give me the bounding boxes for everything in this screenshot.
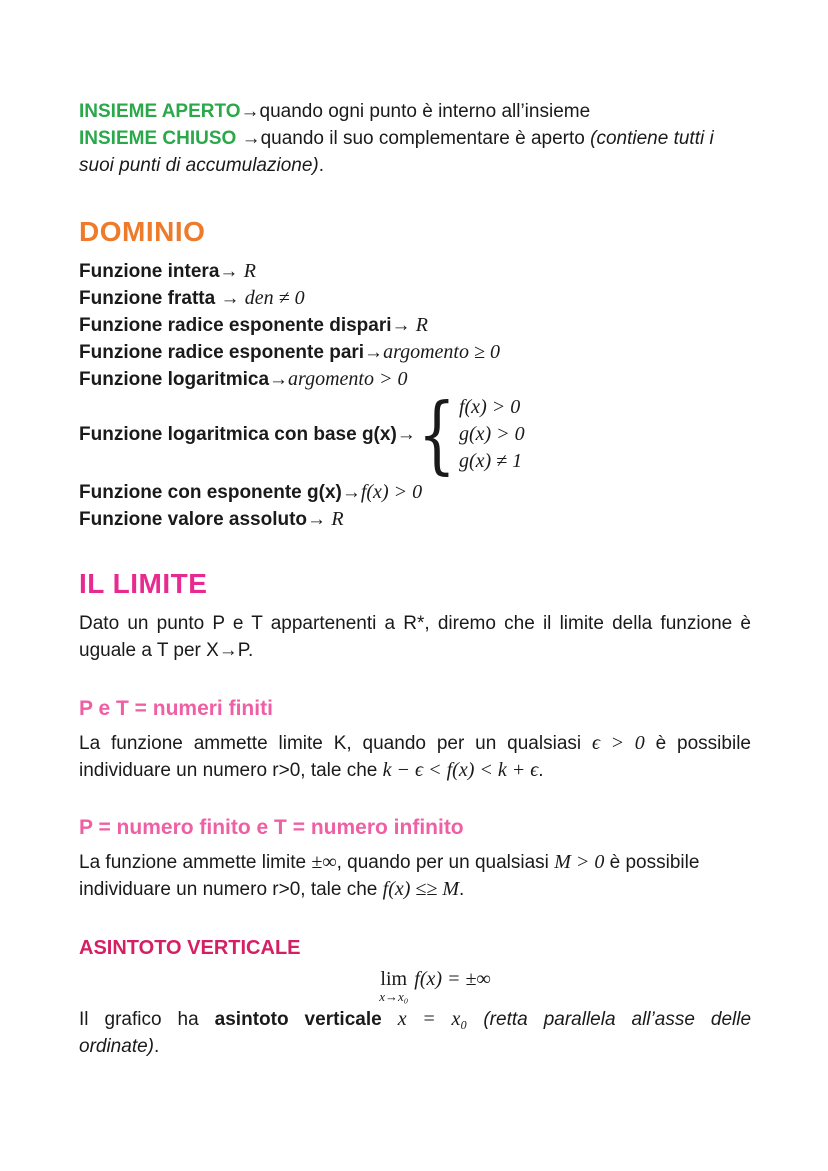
text: è possibile individuare un numero r>0, tale che — [79, 852, 700, 900]
math-inline: f(x) ≤≥ M — [382, 878, 460, 900]
case-title-finite: P e T = numeri finiti — [79, 697, 273, 720]
limit-formula — [99, 968, 771, 1004]
domain-item — [79, 285, 751, 312]
domain-item — [79, 312, 751, 339]
domain-item — [79, 366, 751, 393]
domain-math: R — [415, 314, 429, 336]
domain-label: Funzione intera→ — [79, 261, 244, 282]
domain-item — [79, 339, 751, 366]
arrow: → — [241, 128, 261, 149]
domain-list — [79, 258, 751, 393]
domain-label: Funzione radice esponente dispari→ — [79, 315, 416, 336]
domain-math: argomento > 0 — [288, 368, 408, 390]
closed-set-definition — [79, 125, 751, 179]
condition-system — [416, 385, 525, 484]
section-title-dominio: DOMINIO — [79, 216, 206, 247]
section-title-limite: IL LIMITE — [79, 568, 208, 599]
closed-set-note: (contiene tutti i suoi punti di accumulazione) — [79, 128, 714, 176]
math-inline: ±∞ — [311, 851, 337, 873]
math-inline: M > 0 — [554, 851, 605, 873]
limit-intro: Dato un punto P e T appartenenti a R*, diremo che il limite della funzione è uguale a T per X→P. — [79, 613, 751, 661]
domain-item — [79, 258, 751, 285]
domain-label: Funzione fratta → — [79, 288, 245, 309]
domain-item — [79, 506, 751, 533]
domain-item-log-base — [79, 385, 525, 484]
domain-list-2 — [79, 479, 751, 533]
domain-math: argomento ≥ 0 — [383, 341, 500, 363]
closed-set-text: quando il suo complementare è aperto — [260, 128, 591, 149]
condition: g(x) > 0 — [458, 423, 525, 445]
closed-set-term: INSIEME CHIUSO — [79, 128, 242, 149]
arrow: → — [240, 101, 260, 122]
text: è possibile individuare un numero r>0, tale che — [79, 733, 751, 781]
math-inline: k − ϵ < f(x) < k + ϵ — [382, 759, 539, 781]
open-set-text: quando ogni punto è interno all’insieme — [259, 101, 591, 122]
period: . — [318, 155, 325, 176]
open-set-term: INSIEME APERTO — [79, 101, 241, 122]
domain-math: R — [331, 508, 344, 530]
asintoto-text — [79, 1006, 751, 1060]
case-text-infinite — [79, 849, 751, 903]
domain-math: R — [243, 260, 256, 282]
text: La funzione ammette limite K, quando per un qualsiasi — [79, 733, 592, 754]
domain-label: Funzione con esponente g(x)→ — [79, 482, 361, 503]
limit-operator — [379, 968, 408, 1004]
lim-label: lim — [380, 968, 408, 990]
domain-label: Funzione valore assoluto→ — [79, 509, 332, 530]
case-title-infinite: P = numero finito e T = numero infinito — [79, 816, 464, 839]
domain-item — [79, 479, 751, 506]
text — [382, 1009, 398, 1030]
period: . — [154, 1036, 160, 1057]
domain-label: Funzione logaritmica con base g(x)→ — [79, 424, 416, 445]
condition-lines — [459, 394, 525, 475]
limit-expression: f(x) = ±∞ — [414, 968, 491, 990]
subsection-title-asintoto: ASINTOTO VERTICALE — [79, 937, 301, 959]
period: . — [459, 879, 465, 900]
text: Il grafico ha — [79, 1009, 215, 1030]
domain-math: den ≠ 0 — [244, 287, 305, 309]
text: , quando per un qualsiasi — [336, 852, 555, 873]
text: La funzione ammette limite — [79, 852, 312, 873]
condition: f(x) > 0 — [458, 396, 521, 418]
domain-label: Funzione radice esponente pari→ — [79, 342, 384, 363]
lim-subscript: x→x₀ — [379, 989, 409, 1004]
bold-term: asintoto verticale — [214, 1009, 382, 1030]
domain-math: f(x) > 0 — [360, 481, 423, 503]
case-text-finite — [79, 730, 751, 784]
condition: g(x) ≠ 1 — [458, 450, 523, 472]
period: . — [538, 760, 544, 781]
left-brace-icon: { — [417, 385, 456, 484]
math-inline: ϵ > 0 — [591, 732, 645, 754]
math-inline: x = x₀ — [397, 1008, 468, 1030]
domain-label: Funzione logaritmica→ — [79, 369, 289, 390]
open-set-definition — [79, 98, 590, 125]
note: (retta parallela all’asse delle ordinate) — [79, 1009, 752, 1057]
